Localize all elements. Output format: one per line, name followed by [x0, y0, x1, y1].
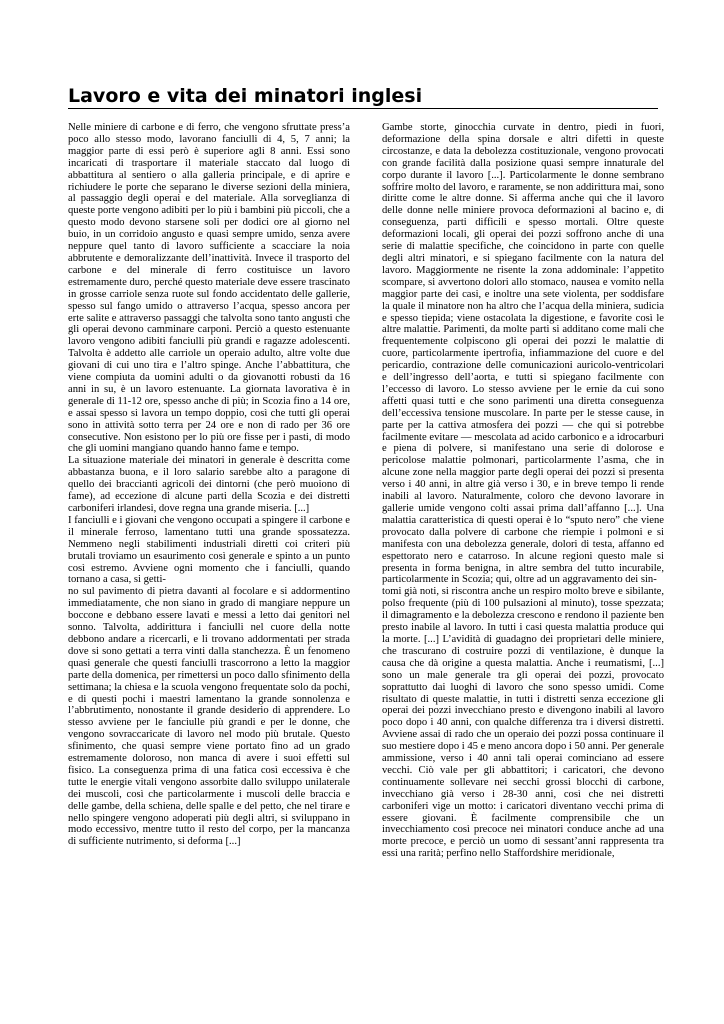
- right-column: [382, 122, 664, 1002]
- paragraph: Nelle miniere di carbone e di ferro, che vengono sfruttate press’a poco allo stesso modo, lavorano fanciulli di 4, 5, 7 anni; la maggior parte di essi però è superiore agli 8 anni. Essi sono incaricati di trasportare il materiale staccato dal luogo di abbattitura al sentiero o alla galleria principale, e di aprire e richiudere le porte che separano le diverse sezioni della miniera, al passaggio degli operai e del materiale. Alla sorveglianza di queste porte vengono adibiti per lo più i bambini più piccoli, che a questo modo devono starsene soli per dodici ore al giorno nel buio, in un corridoio angusto e quasi sempre umido, senza avere neppure quel tanto di lavoro sufficiente a scacciare la noia abbrutente e demoralizzante dell’inattività. Invece il trasporto del carbone e del minerale di ferro costituisce un lavoro estremamente duro, perché questo materiale deve essere trascinato in grosse carriole senza ruote sul fondo accidentato delle gallerie, spesso sul fango umido o attraverso l’acqua, spesso ancora per erte salite e attraverso passaggi che talvolta sono tanto angusti che gli operai devono camminare carponi. Perciò a questo estenuante lavoro vengono adibiti fanciulli più grandi e ragazze adolescenti. Talvolta è addetto alle carriole un operaio adulto, altre volte due giovani di cui uno tira e l’altro spinge. Anche l’abbattitura, che viene compiuta da uomini adulti o da giovanotti robusti da 16 anni in su, è un lavoro estenuante. La giornata lavorativa è in generale di 11-12 ore, spesso anche di più; in Scozia fino a 14 ore, e assai spesso si lavora un tempo doppio, così che tutti gli operai sono in attività sotto terra per 24 ore e non di rado per 36 ore consecutive. Non esistono per lo più ore fisse per i pasti, di modo che gli uomini mangiano quando hanno fame e tempo.: [68, 122, 350, 455]
- page-title: Lavoro e vita dei minatori inglesi: [68, 85, 423, 107]
- title-underline: [68, 108, 658, 109]
- paragraph: La situazione materiale dei minatori in generale è descritta come abbastanza buona, e il loro salario sarebbe alto a paragone di quello dei braccianti agricoli dei dintorni (che però muoiono di fame), ad eccezione di alcune parti della Scozia e dei distretti carboniferi irlandesi, dove regna una grande miseria. [...]: [68, 455, 350, 514]
- paragraph: tomi già noti, si riscontra anche un respiro molto breve e sibilante, polso frequente (più di 100 pulsazioni al minuto), tosse spezzata; il dimagramento e la debolezza crescono e rendono il paziente ben presto inabile al lavoro. In tutti i casi questa malattia produce qui la morte. [...] L’avidità di guadagno dei proprietari delle miniere, che trascurano di costruire pozzi di ventilazione, è dunque la causa che dà origine a questa malattia. Anche i reumatismi, [...] sono un male generale tra gli operai dei pozzi, provocato soprattutto dai luoghi di lavoro che sono spesso umidi. Come risultato di queste malattie, in tutti i distretti senza eccezione gli operai dei pozzi invecchiano presto e divengono inabili al lavoro poco dopo i 40 anni, con qualche differenza tra i diversi distretti. Avviene assai di rado che un operaio dei pozzi possa continuare il suo mestiere dopo i 45 e meno ancora dopo i 50 anni. Per generale ammissione, verso i 40 anni tali operai cominciano ad essere vecchi. Ciò vale per gli abbattitori; i caricatori, che devono continuamente sollevare nei secchi grossi blocchi di carbone, invecchiano già verso i 28-30 anni, così che nei distretti carboniferi vige un motto: i caricatori diventano vecchi prima di essere giovani. È facilmente comprensibile che un invecchiamento così precoce nei minatori conduce anche ad una morte precoce, e perciò un uomo di sessant’anni rappresenta tra essi una rarità; perfino nello Staffordshire meridionale,: [382, 586, 664, 860]
- left-column: [68, 122, 350, 1002]
- paragraph: Gambe storte, ginocchia curvate in dentro, piedi in fuori, deformazione della spina dorsale e altri difetti in queste circostanze, e data la debolezza costituzionale, vengono provocati con grande facilità dalla posizione quasi sempre innaturale del corpo durante il lavoro [...]. Particolarmente le donne sembrano soffrire molto del lavoro, e raramente, se non addirittura mai, sono diritte come le altre donne. Si afferma anche qui che il lavoro delle donne nelle miniere provoca deformazioni al bacino e, di conseguenza, parti difficili e spesso mortali. Oltre queste deformazioni locali, gli operai dei pozzi soffrono anche di una serie di malattie specifiche, che coincidono in parte con quelle degli altri minatori, e si spiegano facilmente con la natura del lavoro. Maggiormente ne risente la zona addominale: l’appetito scompare, si avvertono dolori allo stomaco, nausea e vomito nella maggior parte dei casi, e inoltre una sete violenta, per soddisfare la quale il minatore non ha altro che l’acqua della miniera, sudicia e spesso tiepida; viene ostacolata la digestione, e favorite così le altre malattie. Parimenti, da molte parti si additano come mali che frequentemente colpiscono gli operai dei pozzi le malattie di cuore, particolarmente ipertrofia, infiammazione del cuore e del pericardio, contrazione delle comunicazioni auricolo-ventricolari e dell’ingresso dell’aorta, e tutti si spiegano facilmente con l’eccesso di lavoro. Lo stesso avviene per le ernie da cui sono affetti quasi tutti e che sono parimenti una diretta conseguenza dell’eccessiva tensione muscolare. In parte per le stesse cause, in parte per la cattiva atmosfera dei pozzi — che qui si potrebbe facilmente evitare — mescolata ad acido carbonico e a idrocarburi e piena di polvere, si manifestano una serie di dolorose e pericolose malattie polmonari, particolarmente l’asma, che in alcune zone nella maggior parte degli operai dei pozzi si presenta verso i 40 anni, in altre già verso i 30, e in breve tempo li rende inabili al lavoro. Naturalmente, coloro che devono lavorare in gallerie umide vengono colti assai prima dall’affanno [...]. Una malattia caratteristica di questi operai è lo “sputo nero” che viene provocato dalla polvere di carbone che riempie i polmoni e si manifesta con una debolezza generale, dolori di testa, affanno ed espettorato nero e catarroso. In alcune regioni questo male si presenta in forma benigna, in altre sembra del tutto incurabile, particolarmente in Scozia; qui, oltre ad un aggravamento dei sin-: [382, 122, 664, 586]
- paragraph: I fanciulli e i giovani che vengono occupati a spingere il carbone e il minerale ferroso, lamentano tutti una grande spossatezza. Nemmeno negli stabilimenti industriali diretti coi criteri più brutali troviamo un esaurimento così generale e spinto a un punto così estremo. Avviene ogni momento che i fanciulli, quando tornano a casa, si getti-: [68, 514, 350, 586]
- paragraph: no sul pavimento di pietra davanti al focolare e si addormentino immediatamente, che non siano in grado di mangiare neppure un boccone e debbano essere lavati e messi a letto dai genitori nel sonno. Talvolta, addirittura i fanciulli nel cuore della notte debbono andare a ricercarli, e li trovano addormentati per strada dove si sono gettati a terra vinti dalla stanchezza. È un fenomeno quasi generale che questi fanciulli trascorrono a letto la maggior parte della domenica, per rimettersi un poco dallo sfinimento della settimana; la chiesa e la scuola vengono frequentate solo da pochi, e di questi pochi i maestri lamentano la grande sonnolenza e l’abbrutimento, nonostante il grande desiderio di apprendere. Lo stesso avviene per le fanciulle più grandi e per le donne, che vengono sovraccaricate di lavoro nel modo più brutale. Questo sfinimento, che quasi sempre viene portato fino ad un grado estremamente doloroso, non manca di avere i suoi effetti sul fisico. La conseguenza prima di una fatica così eccessiva è che tutte le energie vitali vengono assorbite dallo sviluppo unilaterale dei muscoli, così che particolarmente i muscoli delle braccia e delle gambe, della schiena, delle spalle e del petto, che nel tirare e nello spingere vengono adoperati più degli altri, si sviluppano in modo eccessivo, mentre tutto il resto del corpo, per la mancanza di sufficiente nutrimento, si deforma [...]: [68, 586, 350, 848]
